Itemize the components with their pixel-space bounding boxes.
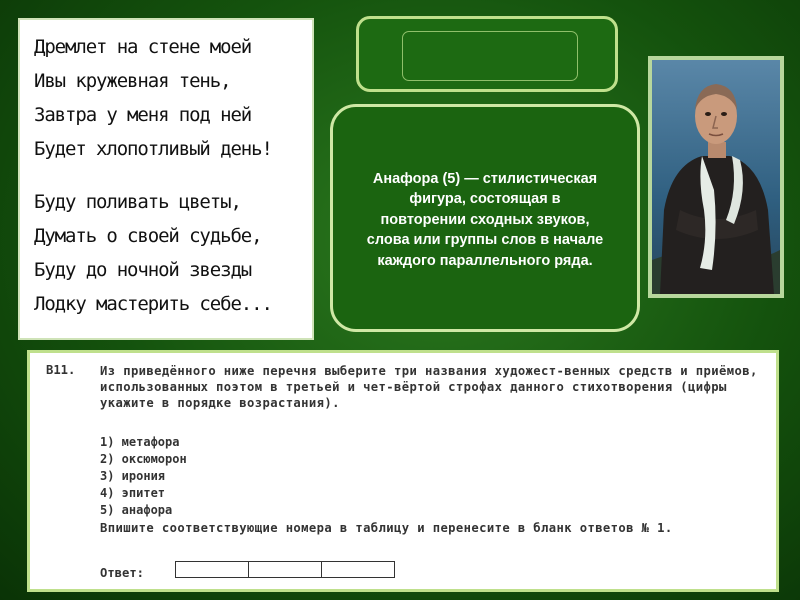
poem-line: Будет хлопотливый день!: [34, 138, 272, 160]
task-instruction: Впишите соответствующие номера в таблицу и перенесите в бланк ответов № 1.: [100, 521, 673, 535]
definition-text: Анафора (5) — стилистическая фигура, состоящая в повторении сходных звуков, слова или группы слов в начале каждого параллельного ряда.: [366, 170, 604, 269]
poem-box: [18, 18, 314, 340]
answer-label: Ответ:: [100, 566, 145, 580]
definition-panel: [330, 104, 640, 332]
answer-cell[interactable]: [175, 561, 249, 578]
option-item: 4) эпитет: [100, 486, 166, 500]
task-box: [27, 350, 779, 592]
option-item: 1) метафора: [100, 435, 180, 449]
answer-panel: [356, 16, 618, 92]
poem-line: Лодку мастерить себе...: [34, 293, 272, 315]
answer-grid: [176, 561, 395, 578]
answer-field[interactable]: [402, 31, 578, 81]
answer-cell[interactable]: [321, 561, 395, 578]
task-question: Из приведённого ниже перечня выберите три названия художест-венных средств и приёмов, использованных поэтом в третьей и чет-вёртой строфах данного стихотворения (цифры укажите в порядке возрастания).: [100, 364, 758, 410]
poem-line: Ивы кружевная тень,: [34, 70, 231, 92]
poem-line: Думать о своей судьбе,: [34, 225, 262, 247]
stanza-gap: [34, 166, 312, 185]
poet-portrait: [648, 56, 784, 298]
poet-portrait-icon: [652, 60, 780, 294]
task-number: В11.: [46, 363, 76, 377]
option-item: 2) оксюморон: [100, 452, 187, 466]
poem-line: Буду до ночной звезды: [34, 259, 252, 281]
option-item: 5) анафора: [100, 503, 173, 517]
answer-cell[interactable]: [248, 561, 322, 578]
poem-line: Дремлет на стене моей: [34, 36, 252, 58]
poem-line: Буду поливать цветы,: [34, 191, 241, 213]
poem-line: Завтра у меня под ней: [34, 104, 252, 126]
option-item: 3) ирония: [100, 469, 166, 483]
